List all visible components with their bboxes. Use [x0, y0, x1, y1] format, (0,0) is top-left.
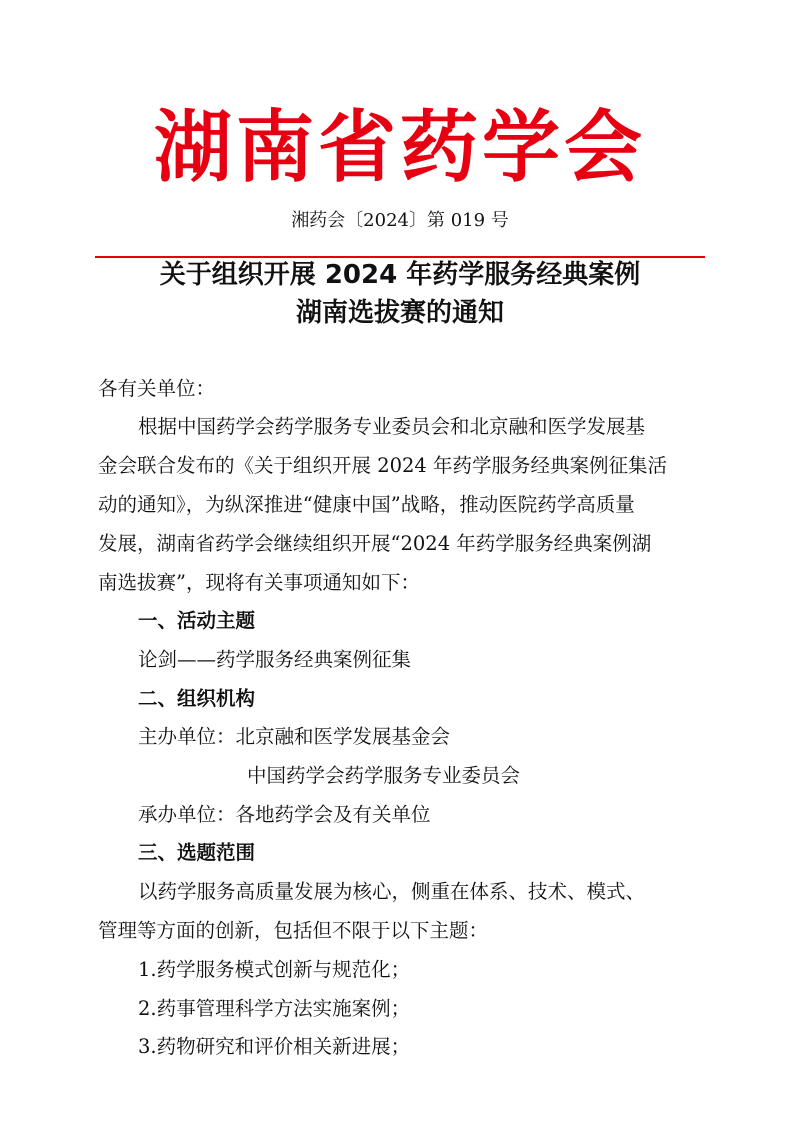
section-1-text: 论剑——药学服务经典案例征集: [138, 648, 412, 671]
intro-line-2: 金会联合发布的《关于组织开展 2024 年药学服务经典案例征集活: [98, 454, 668, 477]
section-3-intro-line-2: 管理等方面的创新，包括但不限于以下主题：: [98, 919, 489, 942]
section-1-heading: 一、活动主题: [138, 609, 256, 632]
notice-title-line-1: 关于组织开展 2024 年药学服务经典案例: [159, 260, 641, 290]
section-3-intro-line-1: 以药学服务高质量发展为核心，侧重在体系、技术、模式、: [138, 880, 646, 903]
salutation: 各有关单位：: [98, 377, 216, 400]
intro-line-1: 根据中国药学会药学服务专业委员会和北京融和医学发展基: [138, 415, 646, 438]
notice-title-line-2: 湖南选拔赛的通知: [295, 298, 504, 328]
section-3-heading: 三、选题范围: [138, 841, 256, 864]
intro-line-3: 动的通知》，为纵深推进“健康中国”战略，推动医院药学高质量: [98, 493, 635, 516]
notice-title: [0, 256, 800, 332]
host-line-1: 主办单位：北京融和医学发展基金会: [138, 725, 451, 748]
org-name: 湖南省药学会: [153, 102, 646, 193]
host-line-2: 中国药学会药学服务专业委员会: [247, 764, 521, 787]
topic-item-3: 3.药物研究和评价相关新进展；: [138, 1035, 411, 1058]
intro-line-5: 南选拔赛”，现将有关事项通知如下：: [98, 571, 420, 594]
organizer-line: 承办单位：各地药学会及有关单位: [138, 803, 431, 826]
intro-line-4: 发展，湖南省药学会继续组织开展“2024 年药学服务经典案例湖: [98, 532, 652, 555]
section-2-heading: 二、组织机构: [138, 687, 256, 710]
topic-item-2: 2.药事管理科学方法实施案例；: [138, 997, 411, 1020]
topic-item-1: 1.药学服务模式创新与规范化；: [138, 958, 411, 981]
doc-number: 湘药会〔2024〕第 019 号: [291, 210, 509, 231]
